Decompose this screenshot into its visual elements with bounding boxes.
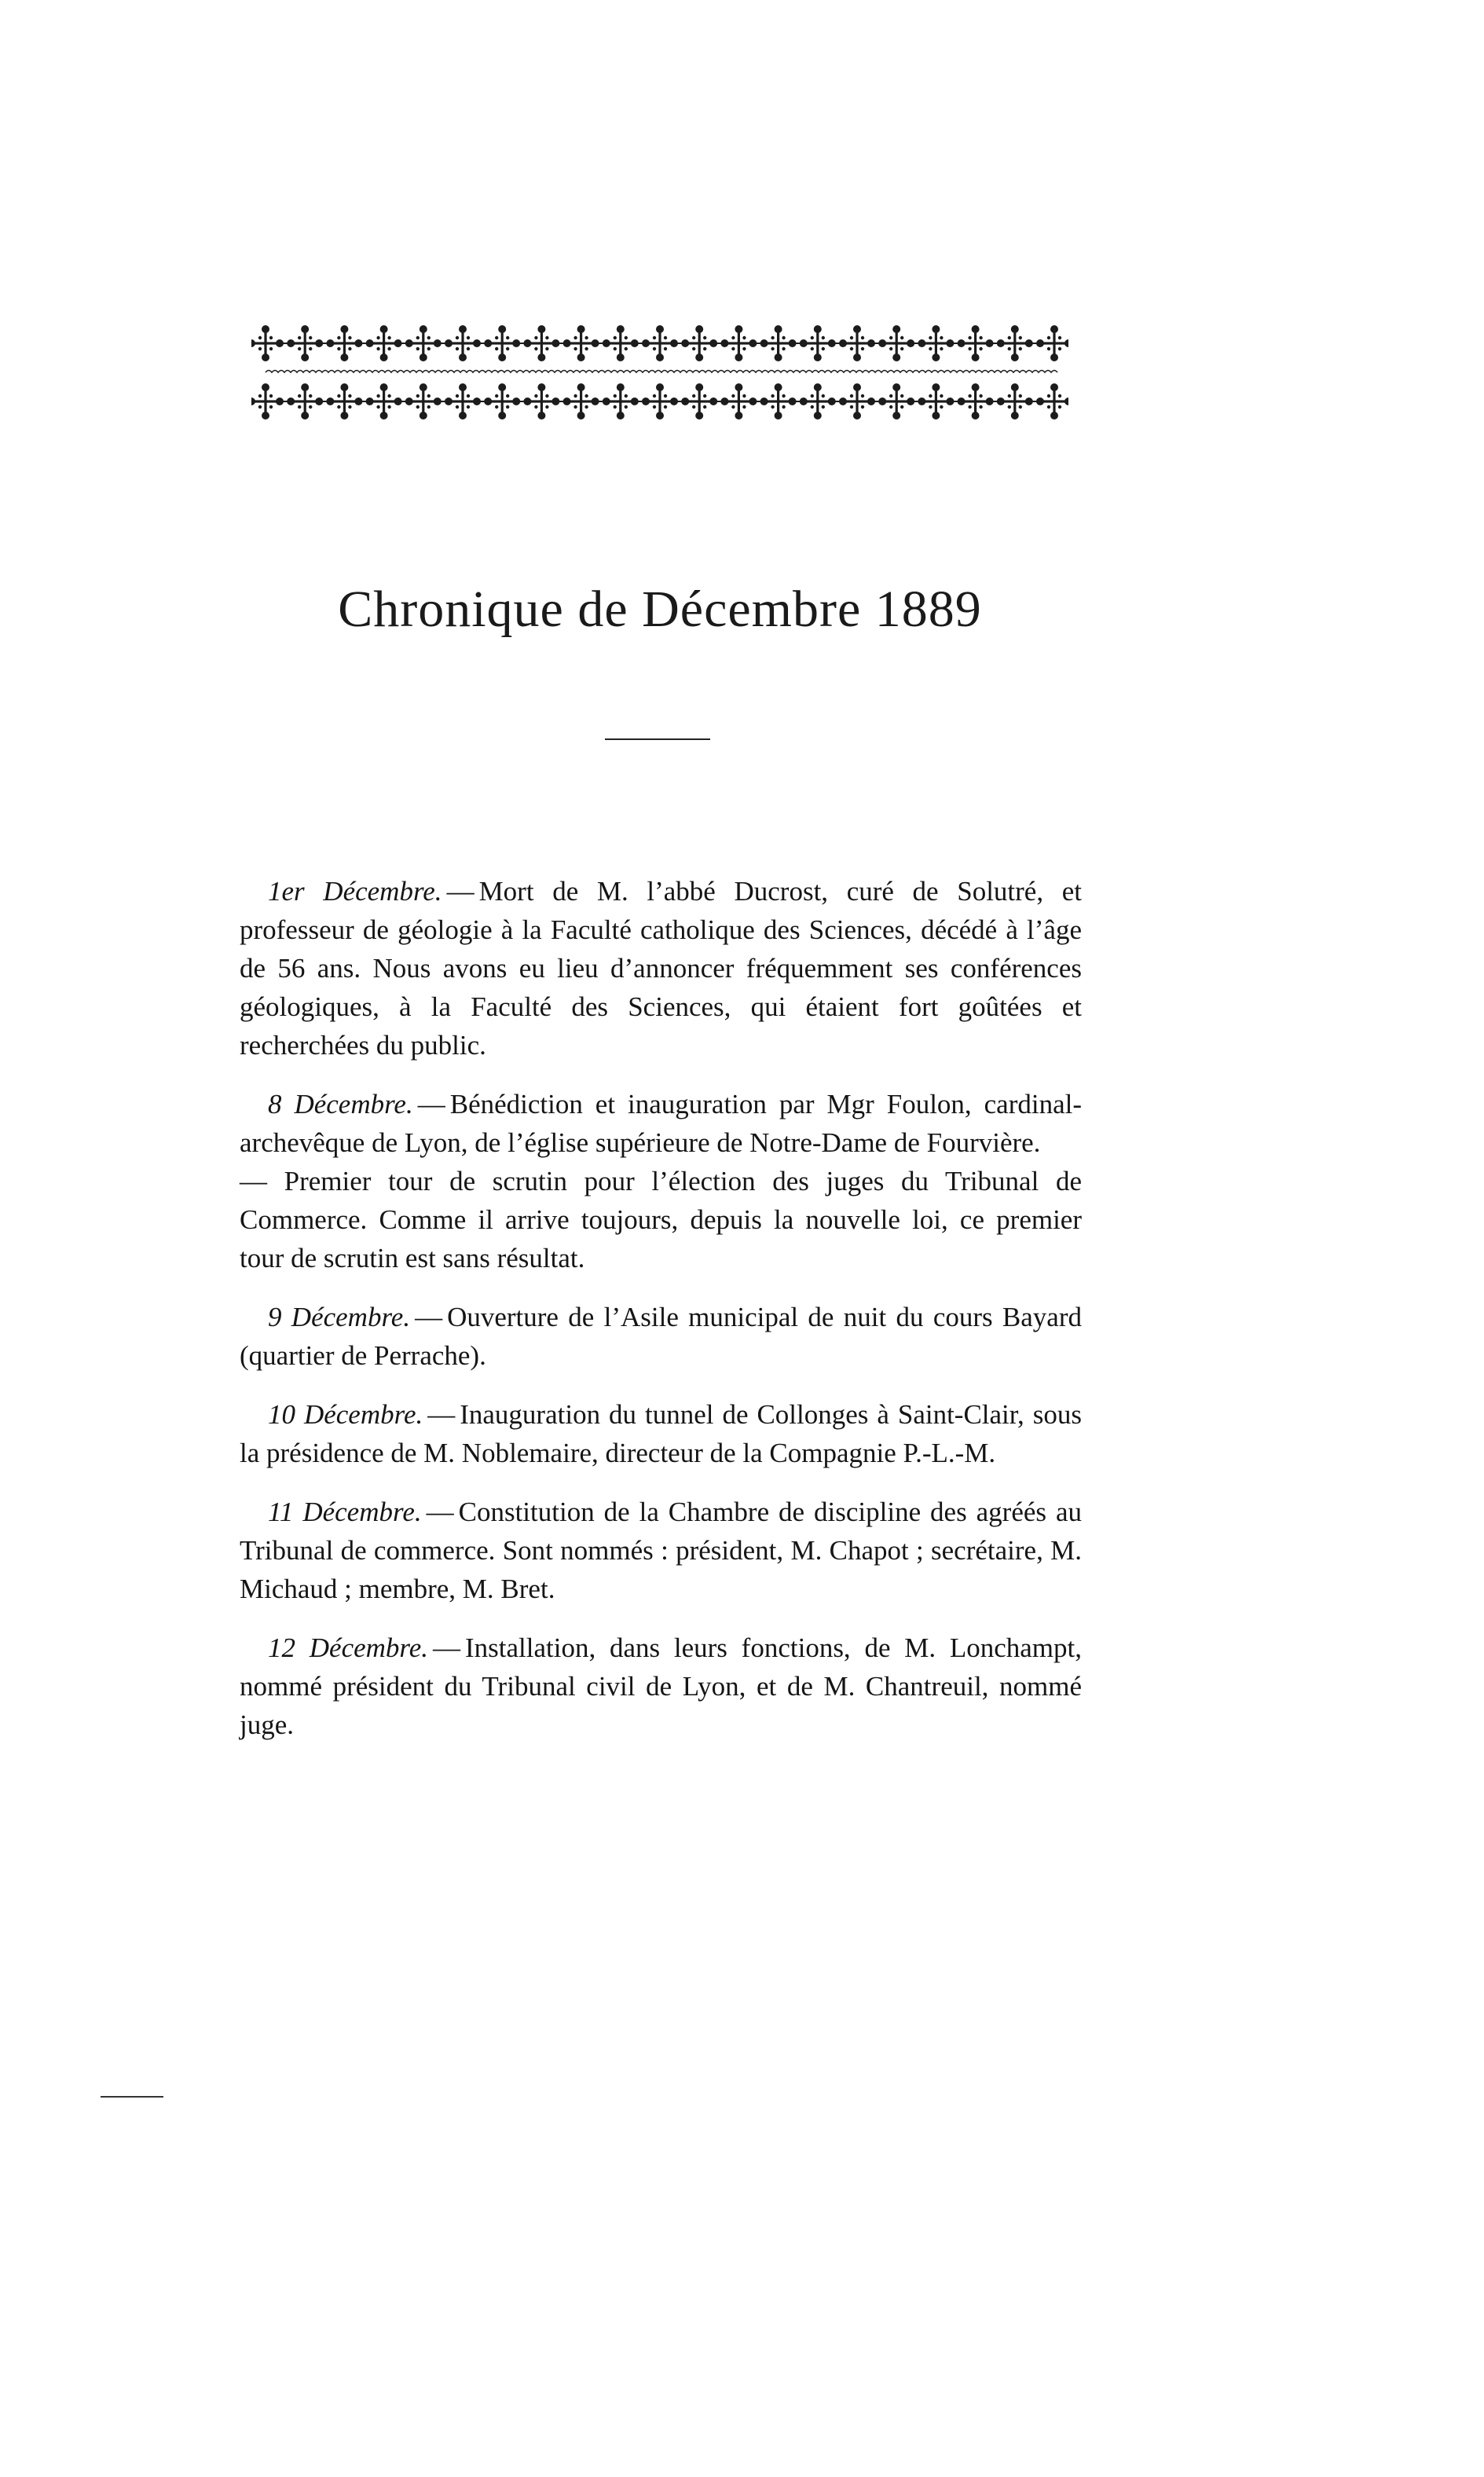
entry-date: 8 Décembre.: [268, 1089, 413, 1119]
entry-2-sub: [240, 1162, 1082, 1277]
entry-text: Installation, dans leurs fonctions, de M. Lonchampt, nommé président du Tribunal civil de Lyon, et de M. Chantreuil, nommé juge.: [240, 1632, 1082, 1740]
entry-1: [240, 872, 1082, 1064]
entry-dash: —: [417, 1089, 445, 1119]
entry-dash: —: [427, 1399, 456, 1430]
entry-2: [240, 1085, 1082, 1162]
page-title: Chronique de Décembre 1889: [338, 581, 982, 638]
entry-dash: —: [415, 1302, 443, 1332]
entry-date: 1er Décembre.: [268, 876, 442, 907]
entry-date: 11 Décembre.: [268, 1497, 422, 1527]
entry-text: Mort de M. l’abbé Ducrost, curé de Solutré, et professeur de géologie à la Faculté catholique des Sciences, décédé à l’âge de 56 ans. Nous avons eu lieu d’annoncer fréquemment ses conférences géologiques, à la Faculté des Sciences, qui étaient fort goûtées et recherchées du public.: [240, 876, 1082, 1061]
entry-text: Constitution de la Chambre de discipline des agréés au Tribunal de commerce. Sont nommés : président, M. Chapot ; secrétaire, M. Michaud ; membre, M. Bret.: [240, 1497, 1082, 1604]
entry-text: Bénédiction et inauguration par Mgr Foulon, cardinal-archevêque de Lyon, de l’église supérieure de Notre-Dame de Fourvière.: [240, 1089, 1082, 1158]
entry-dash: —: [426, 1497, 454, 1527]
entry-5: [240, 1493, 1082, 1608]
cross-fleury-border-icon: [251, 310, 1068, 428]
entry-dash: —: [446, 876, 475, 907]
margin-mark: [101, 2096, 163, 2098]
entry-date: 12 Décembre.: [268, 1632, 429, 1663]
chronicle-body: [240, 872, 1082, 1764]
title-divider: [605, 738, 710, 740]
entry-dash: —: [433, 1632, 461, 1663]
entry-4: [240, 1395, 1082, 1472]
entry-3: [240, 1298, 1082, 1375]
entry-subtext: — Premier tour de scrutin pour l’élection des juges du Tribunal de Commerce. Comme il arrive toujours, depuis la nouvelle loi, ce premier tour de scrutin est sans résultat.: [240, 1166, 1082, 1273]
entry-6: [240, 1629, 1082, 1744]
entry-text: Inauguration du tunnel de Collonges à Saint-Clair, sous la présidence de M. Noblemaire, directeur de la Compagnie P.-L.-M.: [240, 1399, 1082, 1468]
entry-text: Ouverture de l’Asile municipal de nuit du cours Bayard (quartier de Perrache).: [240, 1302, 1082, 1371]
entry-date: 9 Décembre.: [268, 1302, 411, 1332]
entry-date: 10 Décembre.: [268, 1399, 423, 1430]
